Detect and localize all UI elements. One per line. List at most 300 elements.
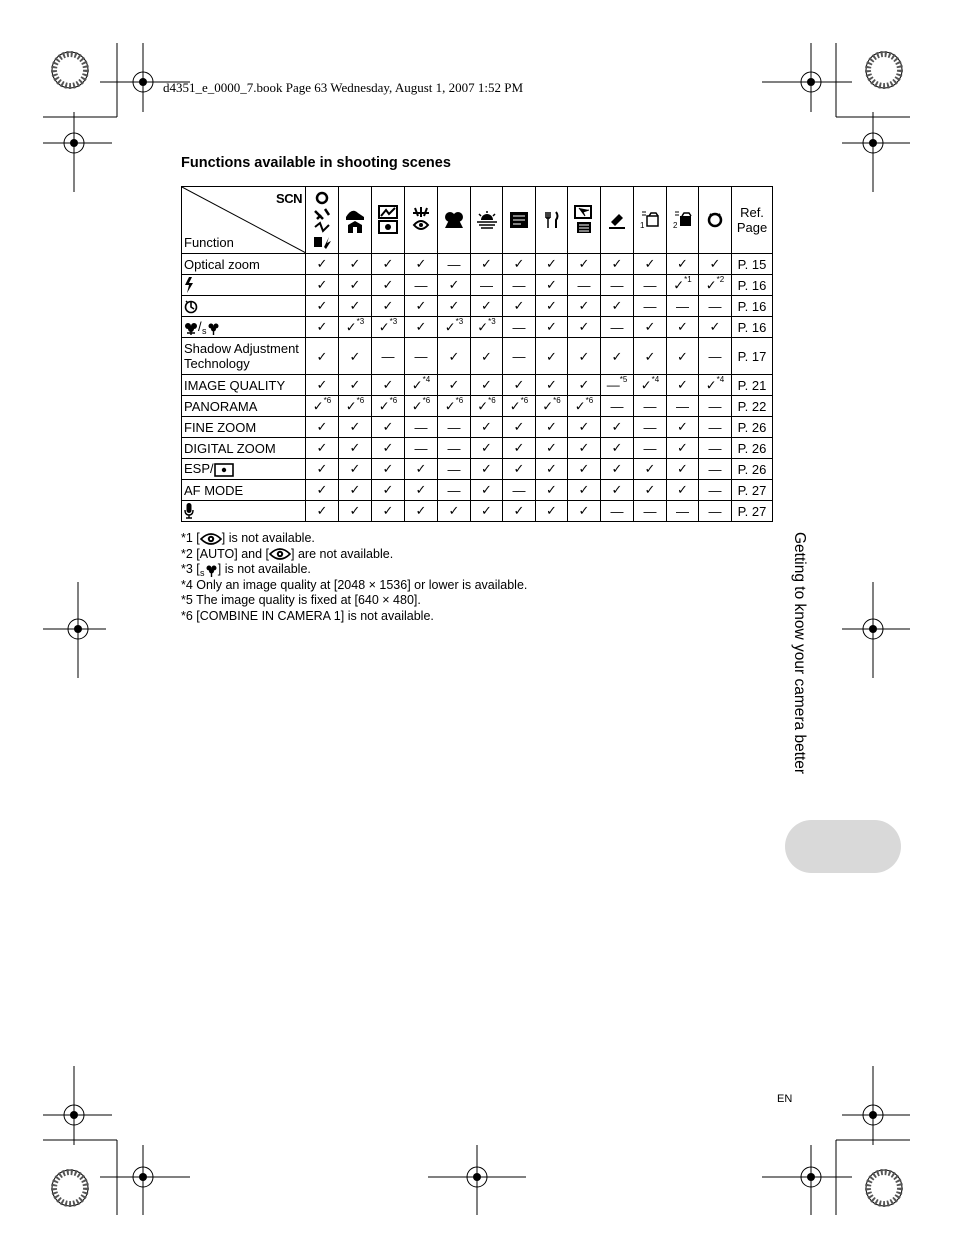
check-mark: ✓ — [709, 319, 721, 334]
available-check-cell — [568, 459, 601, 480]
check-mark: ✓ — [481, 419, 492, 434]
table-row — [182, 254, 773, 275]
dash-mark: — — [643, 298, 657, 314]
available-check-cell — [667, 417, 699, 438]
footnote-reference: *3 — [455, 316, 464, 326]
available-check-cell — [568, 375, 601, 396]
check-mark: ✓ — [415, 298, 427, 313]
scene-header-7 — [503, 187, 536, 254]
check-mark: ✓ — [578, 482, 590, 497]
check-mark: ✓ — [481, 348, 492, 364]
available-check-cell — [405, 396, 438, 417]
footnote-reference: *6 — [585, 395, 594, 405]
available-check-cell — [536, 459, 568, 480]
available-check-cell — [601, 338, 634, 375]
not-available-cell — [438, 254, 471, 275]
check-mark: ✓ — [411, 398, 423, 414]
underwater-macro-icon — [704, 210, 726, 230]
table-row — [182, 501, 773, 522]
available-check-cell — [339, 375, 372, 396]
book-header-line: d4351_e_0000_7.book Page 63 Wednesday, August 1, 2007 1:52 PM — [163, 80, 524, 95]
dash-mark: — — [606, 377, 620, 393]
not-available-cell — [405, 275, 438, 296]
functions-table — [181, 186, 773, 522]
not-available-cell — [667, 396, 699, 417]
not-available-cell — [405, 417, 438, 438]
footnote — [181, 593, 527, 609]
check-mark: ✓ — [316, 298, 328, 313]
footnote — [181, 578, 527, 594]
check-mark: ✓ — [349, 256, 361, 271]
check-mark: ✓ — [578, 503, 590, 518]
dash-mark: — — [676, 298, 689, 314]
check-mark: ✓ — [481, 503, 492, 518]
check-mark: ✓ — [640, 377, 652, 393]
available-check-cell — [339, 396, 372, 417]
scene-header-11 — [634, 187, 667, 254]
check-mark: ✓ — [611, 298, 623, 313]
ref-page-cell: P. 17 — [732, 338, 773, 375]
check-mark: ✓ — [444, 398, 456, 414]
self-timer-icon — [184, 298, 198, 313]
available-check-cell — [601, 296, 634, 317]
footnote-reference: *6 — [488, 395, 496, 405]
available-check-cell — [699, 254, 732, 275]
check-mark: ✓ — [677, 482, 688, 497]
available-check-cell — [438, 375, 471, 396]
language-label: EN — [777, 1093, 793, 1105]
check-mark: ✓ — [546, 377, 557, 392]
check-mark: ✓ — [709, 256, 721, 271]
available-check-cell — [601, 254, 634, 275]
available-check-cell — [471, 438, 503, 459]
available-check-cell — [667, 459, 699, 480]
available-check-cell — [601, 459, 634, 480]
dash-mark: — — [512, 482, 526, 498]
check-mark: ✓ — [578, 440, 590, 455]
check-mark: ✓ — [382, 503, 394, 518]
ref-page-cell: P. 15 — [732, 254, 773, 275]
check-mark: ✓ — [546, 277, 557, 292]
check-mark: ✓ — [382, 440, 394, 455]
dash-mark: — — [447, 256, 461, 272]
scene-header-1 — [306, 187, 339, 254]
check-mark: ✓ — [546, 256, 557, 271]
check-mark: ✓ — [481, 482, 492, 497]
not-available-cell — [634, 417, 667, 438]
spot-metering-icon — [214, 461, 234, 476]
check-mark: ✓ — [677, 256, 688, 271]
check-mark: ✓ — [578, 348, 590, 364]
available-check-cell — [372, 296, 405, 317]
available-check-cell — [536, 254, 568, 275]
not-available-cell — [634, 396, 667, 417]
available-check-cell — [306, 296, 339, 317]
not-available-cell — [568, 275, 601, 296]
function-label: / — [198, 319, 202, 335]
footnote-reference: *4 — [651, 374, 660, 384]
check-mark: ✓ — [513, 440, 525, 455]
table-row — [182, 375, 773, 396]
scn-label: SCN — [276, 191, 302, 206]
available-check-cell — [306, 438, 339, 459]
dash-mark: — — [610, 398, 624, 414]
available-check-cell — [438, 275, 471, 296]
check-mark: ✓ — [316, 482, 328, 497]
chapter-tab-marker — [785, 820, 901, 873]
scene-header-4 — [405, 187, 438, 254]
section-title: Functions available in shooting scenes — [181, 155, 451, 171]
svg-text:s: s — [199, 567, 205, 577]
available-check-cell — [568, 317, 601, 338]
available-check-cell — [339, 254, 372, 275]
red-eye-icon — [269, 547, 291, 561]
ref-page-cell: P. 16 — [732, 317, 773, 338]
check-mark: ✓ — [546, 482, 557, 497]
available-check-cell — [339, 275, 372, 296]
check-mark: ✓ — [349, 419, 361, 434]
check-mark: ✓ — [578, 298, 590, 313]
available-check-cell — [306, 338, 339, 375]
available-check-cell — [339, 338, 372, 375]
dash-mark: — — [610, 503, 624, 519]
check-mark: ✓ — [513, 377, 525, 392]
sunset-icon — [476, 210, 498, 230]
check-mark: ✓ — [644, 482, 656, 497]
dash-mark: — — [480, 277, 493, 293]
ref-page-cell: P. 21 — [732, 375, 773, 396]
available-check-cell — [306, 317, 339, 338]
available-check-cell — [503, 375, 536, 396]
scene-header-12 — [667, 187, 699, 254]
table-header-row — [182, 187, 773, 254]
dash-mark: — — [708, 298, 722, 314]
flash-icon — [184, 277, 194, 292]
available-check-cell — [503, 459, 536, 480]
available-check-cell — [372, 275, 405, 296]
function-label: FINE ZOOM — [184, 419, 257, 435]
available-check-cell — [634, 459, 667, 480]
check-mark: ✓ — [382, 419, 394, 434]
available-check-cell — [306, 501, 339, 522]
available-check-cell — [568, 296, 601, 317]
check-mark: ✓ — [611, 256, 623, 271]
check-mark: ✓ — [415, 461, 427, 476]
svg-text:s: s — [201, 325, 207, 335]
check-mark: ✓ — [705, 277, 717, 293]
portrait-landscape-group-icon — [311, 191, 333, 249]
not-available-cell — [503, 317, 536, 338]
available-check-cell — [438, 317, 471, 338]
not-available-cell — [699, 459, 732, 480]
available-check-cell — [568, 254, 601, 275]
auction-icon — [573, 205, 595, 235]
super-macro-icon — [200, 562, 218, 576]
function-name-cell — [182, 296, 306, 317]
red-eye-icon — [200, 531, 222, 545]
function-label-line2: Technology — [184, 356, 250, 371]
available-check-cell — [471, 417, 503, 438]
not-available-cell — [601, 275, 634, 296]
available-check-cell — [667, 275, 699, 296]
available-check-cell — [372, 417, 405, 438]
check-mark: ✓ — [546, 461, 557, 476]
check-mark: ✓ — [578, 461, 590, 476]
available-check-cell — [503, 501, 536, 522]
check-mark: ✓ — [611, 440, 623, 455]
footnote-text: *2 [AUTO] and [ — [181, 546, 270, 561]
available-check-cell — [471, 296, 503, 317]
check-mark: ✓ — [345, 398, 357, 414]
available-check-cell — [405, 296, 438, 317]
available-check-cell — [471, 459, 503, 480]
check-mark: ✓ — [382, 298, 394, 313]
macro-icon — [184, 319, 198, 334]
table-row — [182, 296, 773, 317]
dash-mark: — — [708, 348, 722, 364]
not-available-cell — [634, 501, 667, 522]
table-body — [182, 254, 773, 522]
scene-header-3 — [372, 187, 405, 254]
dash-mark: — — [676, 398, 689, 414]
not-available-cell — [699, 296, 732, 317]
available-check-cell — [667, 375, 699, 396]
check-mark: ✓ — [513, 503, 525, 518]
check-mark: ✓ — [316, 256, 328, 271]
footnote-reference: *3 — [356, 316, 365, 326]
available-check-cell — [601, 417, 634, 438]
footnote-reference: *6 — [455, 395, 464, 405]
scene-header-5 — [438, 187, 471, 254]
footnote-reference: *4 — [716, 374, 725, 384]
dash-mark: — — [610, 277, 624, 293]
dash-mark: — — [643, 277, 657, 293]
check-mark: ✓ — [316, 461, 328, 476]
documents-icon — [508, 210, 530, 230]
function-name-cell — [182, 438, 306, 459]
check-mark: ✓ — [382, 377, 394, 392]
available-check-cell — [405, 317, 438, 338]
available-check-cell — [503, 396, 536, 417]
footnote-reference: *5 — [619, 375, 628, 385]
self-portrait-icon — [377, 205, 399, 235]
check-mark: ✓ — [316, 348, 328, 364]
not-available-cell — [438, 417, 471, 438]
not-available-cell — [372, 338, 405, 375]
not-available-cell — [634, 275, 667, 296]
available-check-cell — [339, 317, 372, 338]
check-mark: ✓ — [345, 319, 357, 335]
check-mark: ✓ — [312, 398, 324, 414]
available-check-cell — [438, 296, 471, 317]
check-mark: ✓ — [415, 503, 427, 518]
dash-mark: — — [643, 398, 657, 414]
ref-page-cell: P. 27 — [732, 480, 773, 501]
check-mark: ✓ — [349, 298, 361, 313]
function-label: PANORAMA — [184, 398, 258, 414]
check-mark: ✓ — [546, 419, 557, 434]
check-mark: ✓ — [444, 319, 456, 335]
function-name-cell — [182, 459, 306, 480]
dash-mark: — — [447, 461, 461, 477]
not-available-cell — [405, 338, 438, 375]
check-mark: ✓ — [411, 377, 423, 393]
function-label: ESP/ — [184, 461, 214, 477]
check-mark: ✓ — [448, 348, 460, 364]
available-check-cell — [536, 275, 568, 296]
footnote-text: *4 Only an image quality at [2048 × 1536] or lower is available. — [181, 577, 528, 592]
available-check-cell — [568, 438, 601, 459]
check-mark: ✓ — [382, 482, 394, 497]
microphone-icon — [184, 503, 194, 518]
corner-header — [182, 187, 306, 254]
available-check-cell — [372, 317, 405, 338]
check-mark: ✓ — [513, 419, 525, 434]
available-check-cell — [306, 375, 339, 396]
available-check-cell — [306, 254, 339, 275]
function-name-cell — [182, 396, 306, 417]
available-check-cell — [405, 375, 438, 396]
check-mark: ✓ — [382, 277, 394, 292]
check-mark: ✓ — [546, 503, 557, 518]
available-check-cell — [503, 296, 536, 317]
not-available-cell — [634, 296, 667, 317]
dash-mark: — — [447, 482, 461, 498]
available-check-cell — [568, 501, 601, 522]
scene-header-2 — [339, 187, 372, 254]
function-column-label: Function — [184, 235, 234, 250]
footnote-text: ] are not available. — [291, 546, 394, 561]
not-available-cell — [699, 480, 732, 501]
not-available-cell — [699, 501, 732, 522]
check-mark: ✓ — [644, 319, 656, 334]
ref-header-line2: Page — [736, 220, 768, 235]
footnote-reference: *6 — [553, 395, 561, 405]
check-mark: ✓ — [513, 298, 525, 313]
available-check-cell — [306, 396, 339, 417]
footnote — [181, 531, 527, 547]
available-check-cell — [568, 396, 601, 417]
available-check-cell — [306, 480, 339, 501]
function-name-cell — [182, 375, 306, 396]
cuisine-icon — [541, 210, 563, 230]
check-mark: ✓ — [546, 348, 557, 364]
check-mark: ✓ — [705, 377, 717, 393]
dash-mark: — — [708, 440, 722, 456]
not-available-cell — [699, 438, 732, 459]
table-row — [182, 317, 773, 338]
dash-mark: — — [447, 419, 461, 435]
not-available-cell — [503, 275, 536, 296]
available-check-cell — [438, 338, 471, 375]
dash-mark: — — [708, 398, 722, 414]
dash-mark: — — [414, 348, 428, 364]
available-check-cell — [536, 480, 568, 501]
shoot-select-icon — [606, 210, 628, 230]
check-mark: ✓ — [415, 256, 427, 271]
ref-page-cell: P. 26 — [732, 459, 773, 480]
available-check-cell — [536, 501, 568, 522]
check-mark: ✓ — [415, 482, 427, 497]
svg-text:1: 1 — [640, 221, 645, 230]
not-available-cell — [601, 317, 634, 338]
available-check-cell — [536, 296, 568, 317]
available-check-cell — [699, 375, 732, 396]
footnote — [181, 562, 527, 578]
ref-page-cell: P. 26 — [732, 417, 773, 438]
check-mark: ✓ — [316, 319, 328, 334]
function-name-cell — [182, 417, 306, 438]
not-available-cell — [503, 480, 536, 501]
available-check-cell — [634, 254, 667, 275]
footnote-reference: *2 — [716, 274, 725, 284]
available-check-cell — [372, 396, 405, 417]
available-check-cell — [306, 275, 339, 296]
function-label: AF MODE — [184, 482, 244, 498]
underwater-wide1-icon — [639, 210, 661, 230]
available-check-cell — [471, 254, 503, 275]
function-label: DIGITAL ZOOM — [184, 440, 276, 456]
not-available-cell — [471, 275, 503, 296]
check-mark: ✓ — [382, 461, 394, 476]
table-row — [182, 396, 773, 417]
indoor-candle-icon — [344, 205, 366, 235]
ref-page-cell: P. 16 — [732, 275, 773, 296]
check-mark: ✓ — [349, 440, 361, 455]
available-check-cell — [634, 480, 667, 501]
available-check-cell — [667, 317, 699, 338]
available-check-cell — [339, 296, 372, 317]
available-check-cell — [536, 338, 568, 375]
table-row — [182, 480, 773, 501]
dash-mark: — — [447, 440, 461, 456]
check-mark: ✓ — [349, 277, 361, 292]
side-tab-label: Getting to know your camera better — [791, 532, 808, 775]
not-available-cell — [699, 417, 732, 438]
available-check-cell — [471, 501, 503, 522]
dash-mark: — — [708, 461, 722, 477]
function-label: Shadow Adjustment — [184, 341, 299, 356]
scene-header-10 — [601, 187, 634, 254]
check-mark: ✓ — [546, 319, 557, 334]
available-check-cell — [699, 317, 732, 338]
footnote-reference: *3 — [488, 316, 496, 326]
check-mark: ✓ — [677, 419, 688, 434]
footnote-reference: *6 — [389, 395, 398, 405]
dash-mark: — — [512, 277, 526, 293]
function-name-cell — [182, 480, 306, 501]
check-mark: ✓ — [349, 503, 361, 518]
scene-header-13 — [699, 187, 732, 254]
scene-header-8 — [536, 187, 568, 254]
not-available-cell — [503, 338, 536, 375]
behind-glass-icon — [443, 210, 465, 230]
check-mark: ✓ — [578, 419, 590, 434]
not-available-cell — [634, 438, 667, 459]
dash-mark: — — [577, 277, 591, 293]
available-check-cell — [405, 501, 438, 522]
check-mark: ✓ — [448, 298, 460, 313]
available-check-cell — [634, 338, 667, 375]
check-mark: ✓ — [644, 348, 656, 364]
check-mark: ✓ — [477, 319, 489, 335]
available-check-cell — [471, 396, 503, 417]
check-mark: ✓ — [611, 419, 623, 434]
available-check-cell — [438, 501, 471, 522]
check-mark: ✓ — [349, 461, 361, 476]
ref-page-header — [732, 187, 773, 254]
available-check-cell — [339, 480, 372, 501]
